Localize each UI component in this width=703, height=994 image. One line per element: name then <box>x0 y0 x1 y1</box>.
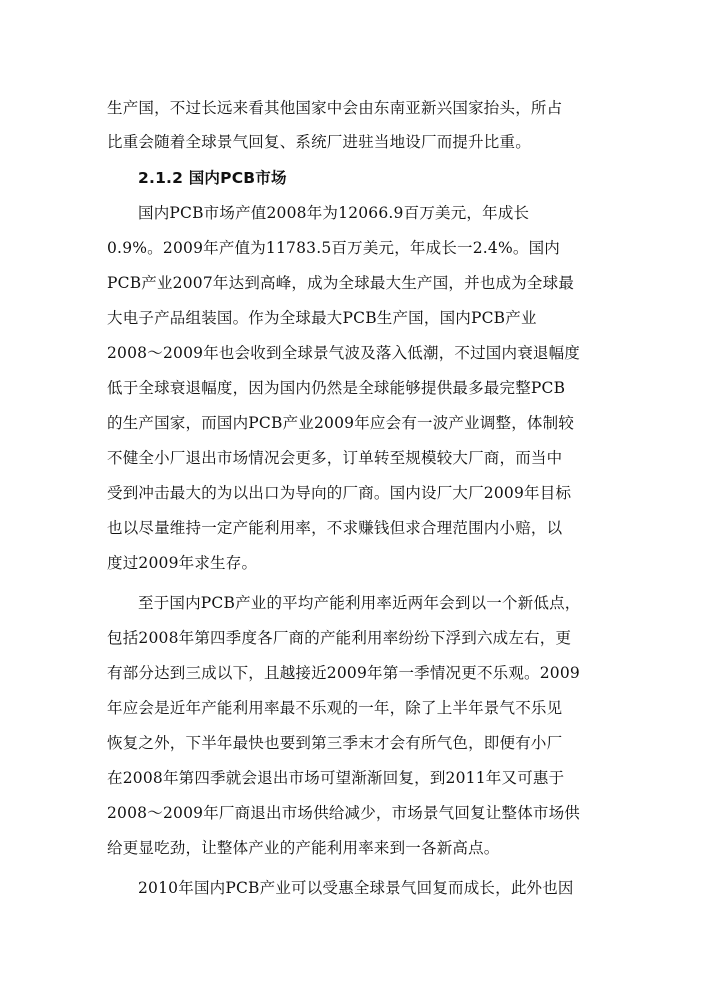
text-line: 年应会是近年产能利用率最不乐观的一年，除了上半年景气不乐见 <box>107 699 563 717</box>
text-line: 国内PCB市场产值2008年为12066.9百万美元，年成长 <box>138 204 530 222</box>
text-line: 至于国内PCB产业的平均产能利用率近两年会到以一个新低点， <box>138 594 581 612</box>
text-line: 0.9%。2009年产值为11783.5百万美元，年成长一2.4%。国内 <box>107 239 561 257</box>
text-line: 恢复之外，下半年最快也要到第三季末才会有所气色，即便有小厂 <box>107 734 563 752</box>
text-line: 受到冲击最大的为以出口为导向的厂商。国内设厂大厂2009年目标 <box>107 484 572 502</box>
text-line: 给更显吃劲，让整体产业的产能利用率来到一各新高点。 <box>107 839 500 857</box>
text-line: 低于全球衰退幅度，因为国内仍然是全球能够提供最多最完整PCB <box>107 379 566 397</box>
text-line: 生产国，不过长远来看其他国家中会由东南亚新兴国家抬头，所占 <box>107 99 563 117</box>
text-line: 的生产国家，而国内PCB产业2009年应会有一波产业调整，体制较 <box>107 414 575 432</box>
text-line: 有部分达到三成以下，且越接近2009年第一季情况更不乐观。2009 <box>107 664 580 682</box>
text-line: 包括2008年第四季度各厂商的产能利用率纷纷下浮到六成左右，更 <box>107 629 572 647</box>
text-line: 大电子产品组装国。作为全球最大PCB生产国，国内PCB产业 <box>107 309 537 327</box>
text-line: 比重会随着全球景气回复、系统厂进驻当地设厂而提升比重。 <box>107 133 531 151</box>
text-line: 2010年国内PCB产业可以受惠全球景气回复而成长，此外也因 <box>138 879 574 897</box>
text-line: PCB产业2007年达到高峰，成为全球最大生产国，并也成为全球最 <box>107 274 575 292</box>
section-heading: 2.1.2 国内PCB市场 <box>138 169 287 187</box>
text-line: 度过2009年求生存。 <box>107 554 258 572</box>
text-line: 2008～2009年厂商退出市场供给减少，市场景气回复让整体市场供 <box>107 804 580 822</box>
text-line: 不健全小厂退出市场情况会更多，订单转至规模较大厂商，而当中 <box>107 449 563 467</box>
text-line: 在2008年第四季就会退出市场可望渐渐回复，到2011年又可惠于 <box>107 769 565 787</box>
text-line: 也以尽量维持一定产能利用率，不求赚钱但求合理范围内小赔，以 <box>107 519 563 537</box>
text-line: 2008～2009年也会收到全球景气波及落入低潮，不过国内衰退幅度 <box>107 344 580 362</box>
